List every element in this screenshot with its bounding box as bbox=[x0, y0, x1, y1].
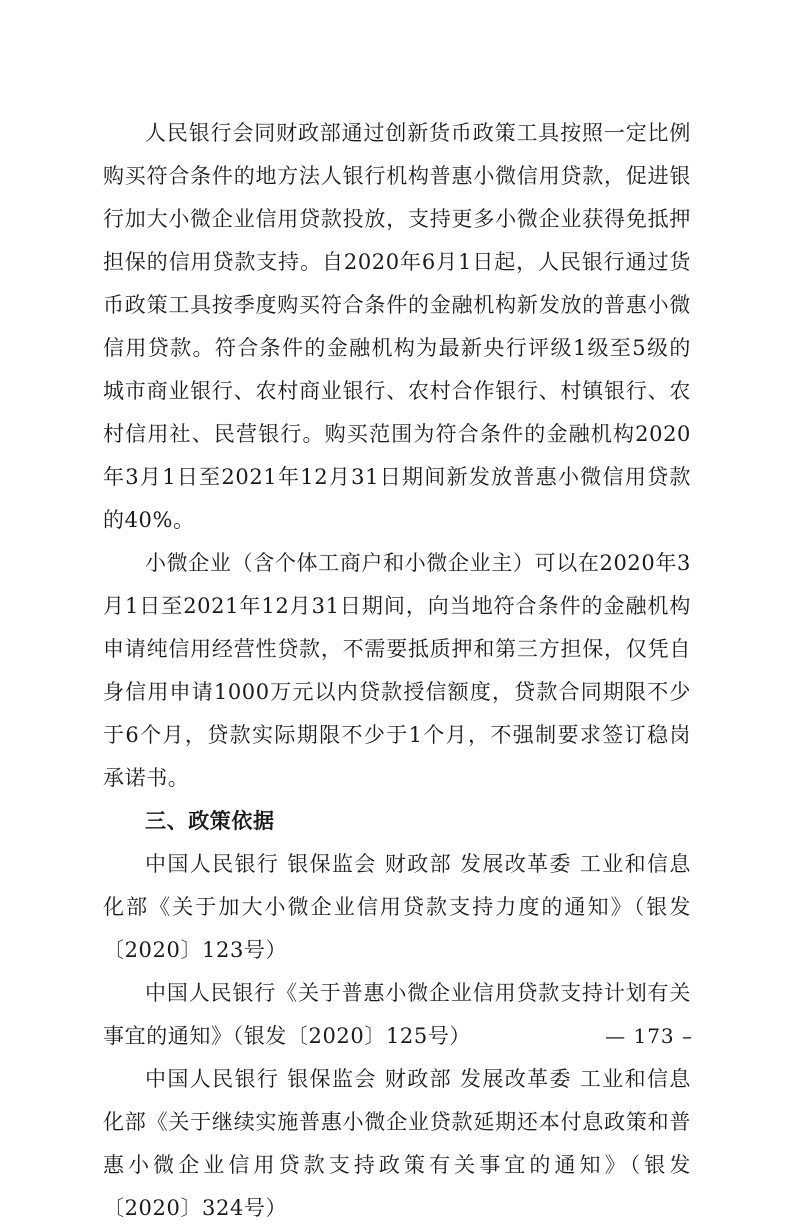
paragraph-small-business-eligibility: 小微企业（含个体工商户和小微企业主）可以在2020年3月1日至2021年12月31日期间，向当地符合条件的金融机构申请纯信用经营性贷款，不需要抵质押和第三方担保，仅凭自身信用申请1000万元以内贷款授信额度，贷款合同期限不少于6个月，贷款实际期限不少于1个月，不强制要求签订稳岗承诺书。 bbox=[103, 551, 691, 790]
basis-item-2: 中国人民银行《关于普惠小微企业信用贷款支持计划有关事宜的通知》（银发〔2020〕125号） bbox=[103, 981, 691, 1048]
section-heading-policy-basis: 三、政策依据 bbox=[145, 809, 275, 833]
basis-item-3: 中国人民银行 银保监会 财政部 发展改革委 工业和信息化部《关于继续实施普惠小微企业贷款延期还本付息政策和普惠小微企业信用贷款支持政策有关事宜的通知》（银发〔2020〕324号） bbox=[103, 1067, 691, 1220]
basis-item-1: 中国人民银行 银保监会 财政部 发展改革委 工业和信息化部《关于加大小微企业信用贷款支持力度的通知》（银发〔2020〕123号） bbox=[103, 852, 691, 962]
paragraph-credit-loan-purchase: 人民银行会同财政部通过创新货币政策工具按照一定比例购买符合条件的地方法人银行机构普惠小微信用贷款，促进银行加大小微企业信用贷款投放，支持更多小微企业获得免抵押担保的信用贷款支持。自2020年6月1日起，人民银行通过货币政策工具按季度购买符合条件的金融机构新发放的普惠小微信用贷款。符合条件的金融机构为最新央行评级1级至5级的城市商业银行、农村商业银行、农村合作银行、村镇银行、农村信用社、民营银行。购买范围为符合条件的金融机构2020年3月1日至2021年12月31日期间新发放普惠小微信用贷款的40%。 bbox=[103, 121, 691, 532]
document-body bbox=[103, 112, 691, 1230]
page-number: — 173 – bbox=[605, 1024, 693, 1048]
